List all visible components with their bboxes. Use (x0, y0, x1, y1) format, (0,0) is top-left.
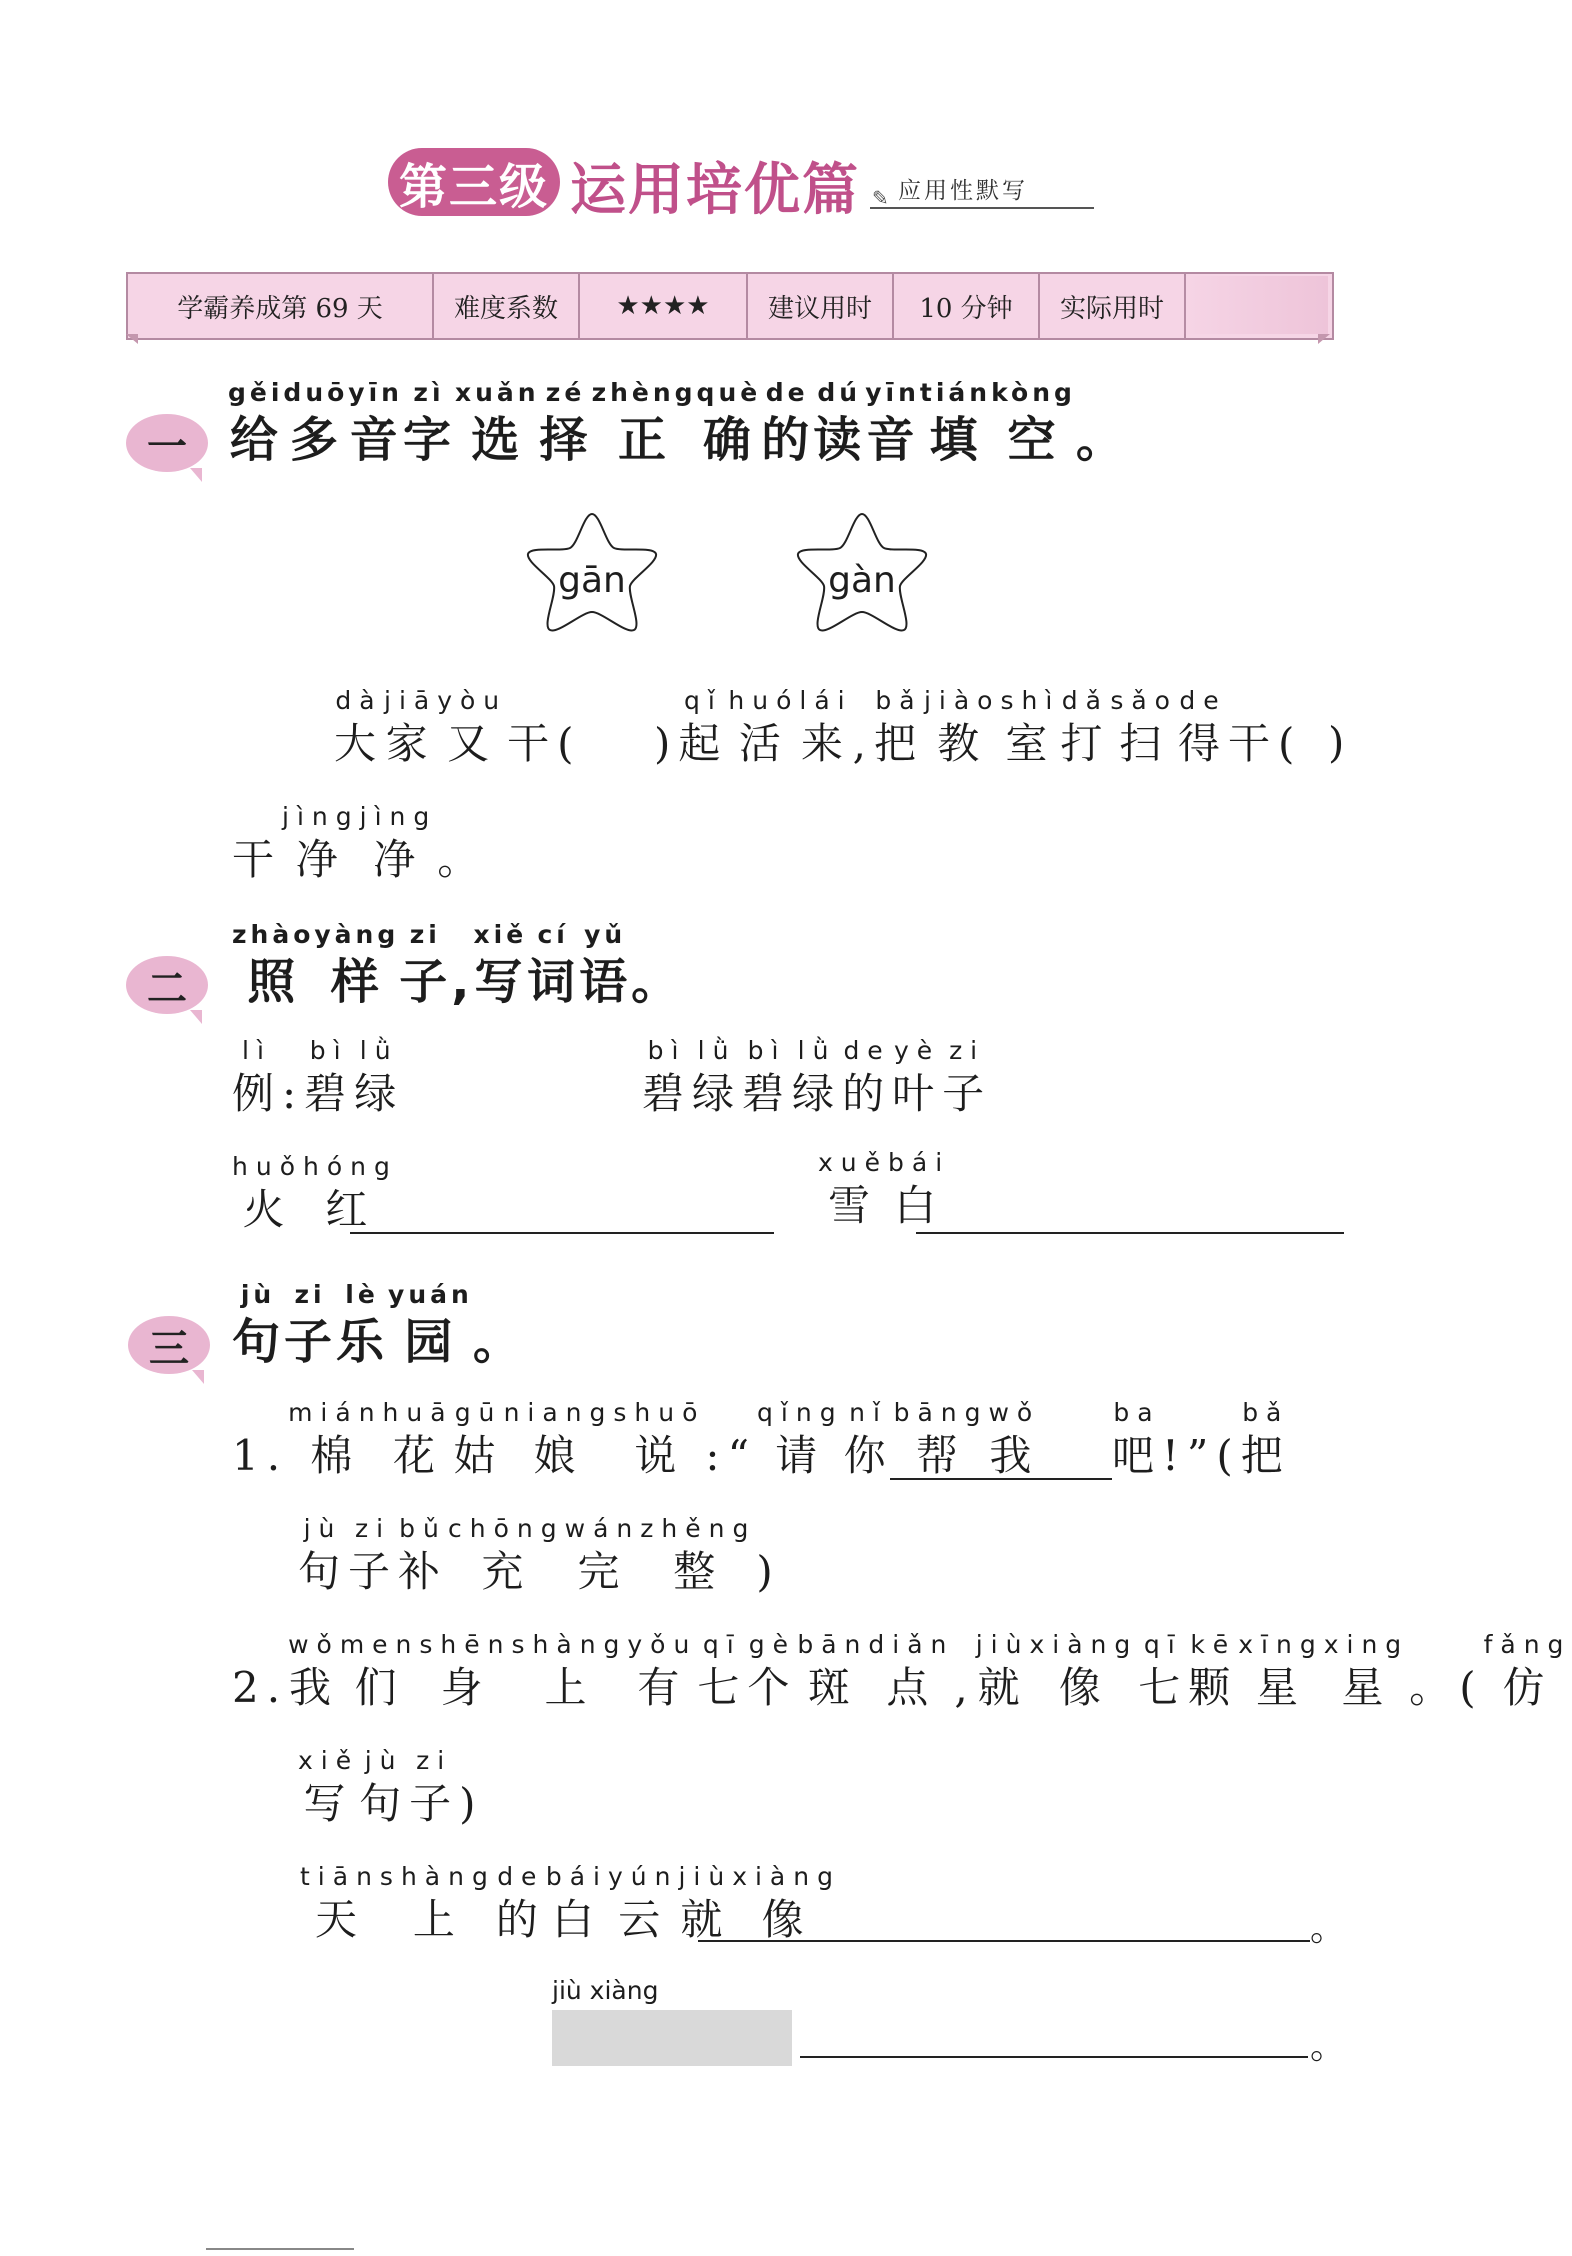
q2-line-3-end: 。 (1310, 1908, 1347, 1949)
ruby-char: ( (1216, 1431, 1240, 1480)
ruby-char: 雪xuě (818, 1148, 889, 1230)
ruby-char: , (451, 954, 473, 1010)
ruby-char: 室shì (1000, 686, 1061, 768)
pinyin: jìng (359, 802, 438, 831)
pinyin: tiān (300, 1862, 380, 1891)
pinyin: shì (1000, 686, 1061, 715)
pinyin: de (761, 378, 814, 407)
pinyin: zhěng (640, 1514, 757, 1543)
ruby-char: 星xing (1323, 1630, 1410, 1712)
pinyin: huǒ (232, 1152, 303, 1181)
fill-sentence-part-2 (654, 686, 1302, 771)
section-three-title (232, 1280, 525, 1372)
pinyin: duō (283, 378, 349, 407)
suggested-time-label: 建议用时 (748, 274, 894, 338)
pinyin: huó (728, 686, 800, 715)
pinyin: tián (919, 378, 992, 407)
ruby-char: 净jìng (282, 802, 360, 884)
ruby-char: 给gěi (228, 378, 284, 468)
ruby-char: 像xiàng (732, 1862, 841, 1944)
ruby-char: 。 (473, 1314, 525, 1370)
pinyin: dú (813, 378, 866, 407)
pinyin: cí (527, 920, 580, 949)
answer-blank-huohong[interactable] (350, 1232, 774, 1234)
q2-line-4-pinyin: jiù xiàng (552, 1976, 659, 2005)
pinyin: lǜ (692, 1036, 743, 1065)
pinyin (1228, 686, 1302, 721)
pinyin: lè (336, 1280, 389, 1309)
difficulty-label: 难度系数 (434, 274, 580, 338)
day-counter: 学霸养成第 69 天 (128, 274, 434, 338)
pinyin (1459, 1630, 1483, 1665)
pinyin: yīn (865, 378, 920, 407)
ruby-char: : (705, 1431, 727, 1480)
ruby-char: ) (756, 1547, 780, 1596)
pinyin: kòng (991, 378, 1076, 407)
section-badge-two: 二 (126, 956, 208, 1014)
info-bar-tail-right (1318, 334, 1330, 344)
pinyin: xiě (473, 920, 528, 949)
pinyin: yǒu (627, 1630, 698, 1659)
ruby-char: 子zi (284, 1280, 337, 1370)
ruby-char: 2. (232, 1663, 288, 1712)
ruby-char: 就jiù (975, 1630, 1030, 1712)
ruby-char: 确què (696, 378, 762, 468)
ruby-char: ) (654, 719, 678, 768)
pinyin: chōng (448, 1514, 565, 1543)
pinyin (507, 686, 581, 721)
ruby-char: 上shàng (511, 1630, 628, 1712)
pinyin: jiào (923, 686, 1001, 715)
ruby-char: 照zhào (232, 920, 315, 1010)
pinyin: jiù (678, 1862, 733, 1891)
ruby-char: 空kòng (991, 378, 1076, 468)
ruby-char: 把bǎ (1240, 1398, 1291, 1480)
ruby-char: 写xiě (473, 920, 528, 1010)
ruby-char: 把bǎ (873, 686, 924, 768)
ruby-char: 选xuǎn (454, 378, 540, 468)
ruby-char: 花huā (382, 1398, 454, 1480)
footer-rule (206, 2248, 354, 2250)
star-option-1-text: gān (558, 560, 626, 601)
ruby-char: 。 (1409, 1663, 1459, 1712)
pinyin (437, 802, 487, 837)
example-answer (642, 1036, 992, 1121)
ruby-char: 句jù (298, 1514, 349, 1596)
pinyin: de (495, 1862, 546, 1891)
pinyin: diǎn (868, 1630, 955, 1659)
ruby-char: 写xiě (298, 1746, 360, 1828)
ruby-char: 绿lǜ (692, 1036, 743, 1118)
ruby-char: 园yuán (388, 1280, 473, 1370)
ruby-char: 又yòu (437, 686, 508, 768)
difficulty-stars: ★★★★ (580, 274, 748, 338)
ruby-char: 的de (761, 378, 814, 468)
ruby-char: ! (1162, 1431, 1187, 1480)
ruby-char: 碧bì (304, 1036, 355, 1118)
ruby-char: 乐lè (336, 1280, 389, 1370)
pinyin: bái (888, 1148, 951, 1177)
pinyin: qī (697, 1630, 748, 1659)
pinyin (232, 1398, 288, 1433)
pinyin: bān (797, 1630, 869, 1659)
ruby-char: , (853, 719, 874, 768)
ruby-char: “ (728, 1431, 757, 1480)
ruby-char: 字zì (402, 378, 455, 468)
ruby-char: 正zhèng (591, 378, 697, 468)
ruby-char: 绿lǜ (354, 1036, 405, 1118)
pinyin: xiàng (732, 1862, 841, 1891)
ruby-char: 。 (631, 954, 683, 1010)
ruby-char: 子zi (409, 1746, 460, 1828)
ruby-char: 说shuō (613, 1398, 706, 1480)
pinyin: lái (799, 686, 853, 715)
pinyin: zé (539, 378, 592, 407)
pinyin (954, 1630, 975, 1665)
ruby-char: 词cí (527, 920, 580, 1010)
pinyin (705, 1398, 727, 1433)
pinyin: zi (942, 1036, 993, 1065)
ruby-char: 绿lǜ (792, 1036, 843, 1118)
ruby-char: 七qī (1138, 1630, 1189, 1712)
pinyin: gū (453, 1398, 504, 1427)
ruby-char: 棉mián (288, 1398, 383, 1480)
ruby-char: 音yīn (865, 378, 920, 468)
section-two-title (232, 920, 683, 1012)
info-bar-fade (1180, 276, 1328, 334)
ruby-char: 子zi (348, 1514, 399, 1596)
ruby-char: 多duō (283, 378, 349, 468)
ruby-char: 身shēn (419, 1630, 512, 1712)
ruby-char: 红hóng (302, 1152, 398, 1234)
pinyin: kē (1188, 1630, 1239, 1659)
ruby-char: 。 (1076, 412, 1128, 468)
pinyin: bì (642, 1036, 693, 1065)
pinyin: nǐ (843, 1398, 894, 1427)
pinyin: xuě (818, 1148, 889, 1177)
pinyin (459, 1746, 483, 1781)
ruby-char: 干( (507, 719, 581, 768)
pinyin: jù (298, 1514, 349, 1543)
pinyin: jìng (282, 802, 360, 831)
pinyin: sǎo (1110, 686, 1178, 715)
pinyin: shàng (511, 1630, 628, 1659)
q2-line-4-end: 。 (1310, 2026, 1347, 2067)
pen-icon: ✎ (872, 186, 889, 210)
example-label (232, 1036, 404, 1121)
pinyin (631, 920, 683, 955)
ruby-char: 例lì (232, 1036, 283, 1118)
pinyin: jù (232, 1280, 284, 1309)
pinyin: wǒ (988, 1398, 1041, 1427)
ruby-char: 云yún (607, 1862, 679, 1944)
pinyin: yè (892, 1036, 943, 1065)
pinyin: zi (284, 1280, 337, 1309)
pinyin: jiù (975, 1630, 1030, 1659)
pinyin (232, 802, 282, 837)
ruby-char: ” (1187, 1431, 1216, 1480)
pinyin (654, 686, 678, 721)
ruby-char: 碧bì (642, 1036, 693, 1118)
ruby-char: 读dú (813, 378, 866, 468)
ruby-char: 扫sǎo (1110, 686, 1178, 768)
ruby-char: ) (459, 1779, 483, 1828)
pinyin: zi (399, 920, 452, 949)
pinyin: jiā (384, 686, 438, 715)
ruby-char: 个gè (747, 1630, 798, 1712)
ruby-char: 娘niang (503, 1398, 614, 1480)
pinyin: bāng (893, 1398, 989, 1427)
ruby-char: 你nǐ (843, 1398, 894, 1480)
ruby-char: 仿fǎng (1483, 1630, 1572, 1712)
word-xuebai (818, 1148, 950, 1233)
q2-line-3 (300, 1862, 841, 1947)
pinyin: qǐng (757, 1398, 844, 1427)
pinyin: gěi (228, 378, 284, 407)
pinyin (232, 1630, 288, 1665)
page-title: 运用培优篇 (570, 158, 860, 223)
pinyin: dǎ (1060, 686, 1111, 715)
ruby-char: 活huó (728, 686, 800, 768)
ruby-char: 上shàng (379, 1862, 496, 1944)
info-bar-tail-left (126, 334, 138, 344)
fill-sentence-close: ) (1328, 718, 1353, 767)
ruby-char: 干 (232, 835, 282, 884)
pinyin: zi (409, 1746, 460, 1775)
info-bar (126, 272, 1334, 340)
q2-answer-blank-1[interactable] (698, 1940, 1310, 1942)
ruby-char: 样yàng (314, 920, 400, 1010)
pinyin: shuō (613, 1398, 706, 1427)
ruby-char: 整zhěng (640, 1514, 757, 1596)
ruby-char: 充chōng (448, 1514, 565, 1596)
ruby-char: 姑gū (453, 1398, 504, 1480)
ruby-char: 子zi (399, 920, 452, 1010)
ruby-char: 请qǐng (757, 1398, 844, 1480)
pinyin: bái (545, 1862, 608, 1891)
pinyin: qī (1138, 1630, 1189, 1659)
q1-answer-blank[interactable] (890, 1478, 1112, 1480)
pinyin: yǔ (579, 920, 632, 949)
q1-line-1 (232, 1398, 1040, 1483)
pinyin: de (1177, 686, 1228, 715)
pinyin: shēn (419, 1630, 512, 1659)
pinyin (1162, 1398, 1187, 1433)
pinyin (756, 1514, 780, 1549)
answer-blank-xuebai[interactable] (916, 1232, 1344, 1234)
ruby-char: ( (1459, 1663, 1483, 1712)
ruby-char: 我wǒ (988, 1398, 1041, 1480)
ruby-char: : (282, 1069, 304, 1118)
pinyin: bì (742, 1036, 793, 1065)
pinyin: lǜ (792, 1036, 843, 1065)
ruby-char: 吧ba (1112, 1398, 1163, 1480)
ruby-char: 的de (842, 1036, 893, 1118)
q1-line-1-end (1112, 1398, 1291, 1483)
pinyin (282, 1036, 304, 1071)
ruby-char: 语yǔ (579, 920, 632, 1010)
ruby-char: 择zé (539, 378, 592, 468)
ruby-char: 完wán (564, 1514, 641, 1596)
pinyin: bǎ (873, 686, 924, 715)
ruby-char: 碧bì (742, 1036, 793, 1118)
pinyin: xīng (1238, 1630, 1324, 1659)
page-subtitle: 应用性默写 (870, 172, 1094, 209)
pinyin: wán (564, 1514, 641, 1543)
pinyin: yuán (388, 1280, 473, 1309)
ruby-char: 干( (1228, 719, 1302, 768)
ruby-char: 。 (437, 835, 487, 884)
section-badge-one: 一 (126, 414, 208, 472)
ruby-char: 大dà (334, 686, 385, 768)
pinyin: jù (359, 1746, 410, 1775)
ruby-char: 像xiàng (1029, 1630, 1139, 1712)
pinyin: què (696, 378, 762, 407)
pinyin (728, 1398, 757, 1433)
ruby-char: 家jiā (384, 686, 438, 768)
pinyin: niang (503, 1398, 614, 1427)
ruby-char: 七qī (697, 1630, 748, 1712)
q1-line-2 (298, 1514, 781, 1599)
pinyin: huā (382, 1398, 454, 1427)
ruby-char: 音yīn (348, 378, 403, 468)
ruby-char: 的de (495, 1862, 546, 1944)
pinyin: lì (232, 1036, 282, 1065)
pinyin (1216, 1398, 1240, 1433)
pinyin: zhèng (591, 378, 697, 407)
ruby-char: 斑bān (797, 1630, 869, 1712)
ruby-char: 白bái (545, 1862, 608, 1944)
ruby-char: 1. (232, 1431, 288, 1480)
suggested-time-value: 10 分钟 (894, 274, 1040, 338)
pinyin: yòu (437, 686, 508, 715)
fill-sentence-part-1 (334, 686, 582, 771)
pinyin: bì (304, 1036, 355, 1065)
pinyin: dà (334, 686, 385, 715)
pinyin: yīn (348, 378, 403, 407)
q2-answer-blank-2[interactable] (800, 2056, 1308, 2058)
pinyin: bǔ (398, 1514, 449, 1543)
ruby-char: 叶yè (892, 1036, 943, 1118)
pinyin: hóng (302, 1152, 398, 1181)
pinyin (853, 686, 874, 721)
ruby-char: 句jù (232, 1280, 285, 1370)
pinyin: xuǎn (454, 378, 540, 407)
pinyin (451, 920, 473, 955)
ruby-char: 净jìng (359, 802, 438, 884)
ruby-char: 我wǒ (288, 1630, 340, 1712)
ruby-char: 帮bāng (893, 1398, 989, 1480)
ruby-char: 句jù (359, 1746, 410, 1828)
pinyin: zi (348, 1514, 399, 1543)
ruby-char: 打dǎ (1060, 686, 1111, 768)
pinyin: xiě (298, 1746, 360, 1775)
ruby-char: 补bǔ (398, 1514, 449, 1596)
pinyin: yún (607, 1862, 679, 1891)
pinyin: mián (288, 1398, 383, 1427)
pinyin: xiàng (1029, 1630, 1139, 1659)
obscured-text (552, 2010, 792, 2066)
ruby-char: , (954, 1663, 975, 1712)
ruby-char: 得de (1177, 686, 1228, 768)
ruby-char: 白bái (888, 1148, 951, 1230)
ruby-char: 有yǒu (627, 1630, 698, 1712)
pinyin: shàng (379, 1862, 496, 1891)
pinyin (1187, 1398, 1216, 1433)
ruby-char: 点diǎn (868, 1630, 955, 1712)
pinyin: gè (747, 1630, 798, 1659)
ruby-char: 颗kē (1188, 1630, 1239, 1712)
pinyin: wǒ (288, 1630, 340, 1659)
pinyin: lǜ (354, 1036, 405, 1065)
star-option-2-text: gàn (828, 560, 896, 601)
actual-time-label: 实际用时 (1040, 274, 1186, 338)
ruby-char: 来lái (799, 686, 853, 768)
ruby-char: 教jiào (923, 686, 1001, 768)
word-huohong (232, 1152, 398, 1237)
fill-sentence-line-2 (232, 802, 487, 887)
pinyin: ba (1112, 1398, 1163, 1427)
pinyin: yàng (314, 920, 400, 949)
level-badge: 第三级 (388, 148, 560, 216)
pinyin: fǎng (1483, 1630, 1572, 1659)
pinyin: de (842, 1036, 893, 1065)
pinyin: xing (1323, 1630, 1410, 1659)
pinyin: men (339, 1630, 420, 1659)
section-one-title (228, 378, 1128, 470)
pinyin (1409, 1630, 1459, 1665)
pinyin: zì (402, 378, 455, 407)
pinyin: qǐ (678, 686, 729, 715)
ruby-char: 火huǒ (232, 1152, 303, 1234)
ruby-char: 天tiān (300, 1862, 380, 1944)
section-badge-three: 三 (128, 1316, 210, 1374)
q2-line-1 (232, 1630, 1572, 1715)
ruby-char: 就jiù (678, 1862, 733, 1944)
pinyin (1076, 378, 1128, 413)
q2-line-2 (298, 1746, 484, 1831)
ruby-char: 们men (339, 1630, 420, 1712)
ruby-char: 星xīng (1238, 1630, 1324, 1712)
ruby-char: 起qǐ (678, 686, 729, 768)
ruby-char: 子zi (942, 1036, 993, 1118)
pinyin (473, 1280, 525, 1315)
ruby-char: 填tián (919, 378, 992, 468)
pinyin: zhào (232, 920, 315, 949)
pinyin: bǎ (1240, 1398, 1291, 1427)
